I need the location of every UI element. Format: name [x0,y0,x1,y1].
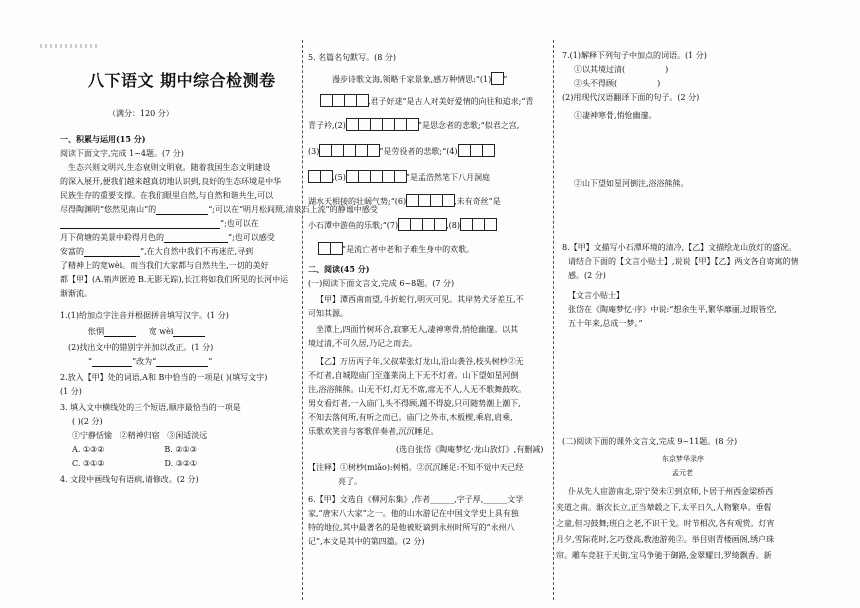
choice-d[interactable]: D. ③②① [164,459,198,468]
question-6: 特的地位,其中最著名的是他被贬谪到永州时所写的“永州八 [308,523,515,532]
poem-line: 湖水天相接的壮阔气势;“(6) ,未有奇丝”是 [308,194,501,210]
source-note: (选自张岱《陶庵梦忆·龙山放灯》,有删减) [396,445,544,454]
translate-sentence-2: ②山下望如星河倒注,浴浴熊熊。 [574,179,689,188]
jia-text: 坐潭上,四面竹树环合,寂寥无人,凄神寒骨,悄怆幽邃。以其 [316,325,519,334]
article-line: 帘。雕车竞驻于天街,宝马争驰于御路,金翠耀日,罗绮飘香。新 [556,551,772,560]
yi-text: 不知去落何所,有听之而已。庙门之外市,木板楔,乘肩,肩乘, [308,413,513,422]
answer-blank[interactable] [104,336,136,337]
question-6: 6.【甲】文选自《柳河东集》,作者______,字子厚,______文学 [308,495,524,504]
question-7: 7.(1)解释下列句子中加点的词语。(1 分) [562,51,707,60]
answer-boxes[interactable] [346,118,418,134]
jia-text: 【甲】潭西南而望,斗折蛇行,明灭可见。其岸势犬牙差互,不 [316,295,524,304]
answer-boxes[interactable] [460,218,496,234]
yi-text: 男女看灯者,一入庙门,头不得顾,踵不得旋,只可随势潮上潮下, [308,399,521,408]
passage-line: 安富的 “,在大自然中我们不再迷茫,寻到 [60,247,254,256]
passage-line: 月下荷塘的美景中聆得月色的 “;也可以感受 [60,233,275,242]
poem-line: ”是流亡者中老和子难生身中的欢歌。 [318,242,474,258]
translate-sentence-1: ①凄神寒骨,悄怆幽邃。 [574,111,657,120]
yi-text: 【乙】万历丙子年,父叔辈张灯龙山,沿山袭谷,枝头树杪②无 [316,357,524,366]
poem-line: 青子衿,(2) ”是思念者的悲歌;“似君之宫, [308,118,519,134]
question-6: 记”,本文是其中的第四篇。(2 分) [308,537,425,546]
question-4: 4. 文段中画线句有语病,请修改。(2 分) [60,475,199,484]
article-line: 夹道之南。渐次长立,正当辇毂之下,太平日久,人物繁阜。垂髫 [556,503,772,512]
answer-blank[interactable] [92,366,132,367]
poem-line: ,君子好逑”是古人对美好爱情的向往和追求;“青 [320,94,533,110]
passage-line: “;也可以在 [60,218,259,229]
article-line: 之童,但习鼓舞;班白之老,不识干戈。时节相次,各有观赏。灯宵 [556,519,775,528]
yi-text: 不灯者,自城隍庙门至蓬莱岗上下无不灯者。山下望如星河倒 [308,371,519,380]
poem-line: 漫步诗歌文海,领略千家景象,感万种情思:“(1) ” [332,72,507,88]
question-6: 家,“唐宋八大家”之一。他的山水游记在中国文学史上具有独 [308,509,519,518]
score-note: （满分：120 分） [108,109,174,118]
jia-text: 境过清,不可久居,乃记之而去。 [308,339,418,348]
passage-line: 都【甲】(A.销声匿迹 B.无影无踪),长江将如我们所见的长河中运 [60,275,289,284]
tip-heading: 【文言小贴士】 [568,291,624,300]
question-2-score: (1 分) [60,387,82,396]
q7-item: ②头不得顾( ) [574,79,661,88]
question-5: 5. 名篇名句默写。(8 分) [308,53,397,62]
passage-line: 的深入展开,便我们越来越真切地认识到,良好的生态环境是中华 [60,177,282,186]
article-line: 仆从先人宦游南北,崇宁癸未①到京师,卜居于州西金梁桥西 [568,487,774,496]
section-2-2-heading: (二)阅读下面的课外文言文,完成 9~11题。(8 分) [562,437,738,446]
question-7-2: (2)用现代汉语翻译下面的句子。(2 分) [562,93,700,102]
answer-boxes[interactable] [320,94,368,110]
yi-text: 注,浴浴熊熊。山无不灯,灯无不席,席无不人,人无不歌舞鼓吹。 [308,385,527,394]
answer-boxes[interactable] [319,144,379,160]
q7-item: ①以其境过清( ) [574,65,669,74]
passage-line: 了精神上的宽wèi。而当我们大家都与自然共生,一切的美好 [60,261,269,270]
question-8: 8.【甲】文描写小石潭环境的清冷,【乙】文描绘龙山放灯的盛况。 [562,243,797,252]
answer-boxes[interactable] [406,194,454,210]
answer-boxes[interactable] [458,144,494,160]
q3-options: ①宁静恬愉 ②精神归宿 ③闲适淡远 [72,431,208,440]
question-3: 3. 填入文中横线处的三个短语,顺序最恰当的一项是 [60,403,241,412]
poem-line: 小石潭中游鱼的乐歌;“(7) ,(8) [308,218,496,234]
tip-text: 五十年来,总成一梦。” [568,319,643,328]
passage-line: 民族生存的重要支撑。在我们眼里自然,与自然和谐共生,可以 [60,191,274,200]
answer-boxes[interactable] [308,170,332,186]
choice-a[interactable]: A. ①③② [72,445,105,454]
passage-line: 尽得陶渊明“悠然见南山”的 “;可以在“明月松间照,清泉石上流”的静谧中感受 [60,205,378,214]
answer-blank[interactable] [156,366,208,367]
question-8: 请结合下面的【文言小贴士】,说说【甲】【乙】两文各自寄寓的情 [568,257,799,266]
answer-boxes[interactable] [398,218,446,234]
annotation: 【注释】①树杪(miǎo):树梢。②沉沉睡足:不知不觉中天已经 [308,463,524,472]
q3-choices-cd [72,458,197,469]
question-8: 感。(2 分) [568,271,606,280]
page-title: 八下语文 期中综合检测卷 [88,71,276,90]
passage-line: 生态兴则文明兴,生态衰则文明衰。随着我国生态文明建设 [68,163,271,172]
poem-line: ,(5) ”是孟浩然笔下八月洞庭 [308,170,490,186]
article-line: 月夕,雪际花时,乞巧登高,教池游苑②。举目则青楼画阁,绣户珠 [556,535,775,544]
section-1-heading: 一、积累与运用(15 分) [60,134,146,144]
tip-text: 张岱在《陶庵梦忆·序》中说:“想余生平,繁华靡丽,过眼皆空, [568,305,777,314]
answer-blank[interactable] [173,336,205,337]
question-3-blank: ( )(2 分) [72,417,103,426]
section-2-heading: 二、阅读(45 分) [308,264,370,274]
q1-fix: “ ”改为“ ” [88,357,213,366]
article-title: 东京梦华录序 [662,455,704,463]
choice-b[interactable]: B. ②①③ [164,445,197,454]
choice-c[interactable]: C. ③①② [72,459,105,468]
q1-words: 怅惘 宽 wèi [88,326,205,337]
annotation: 亮了。 [338,477,362,486]
question-1: 1.(1)给加点字注音并根据拼音填写汉字。(1 分) [60,311,229,320]
column-divider [553,40,554,600]
reading-instruction: 阅读下面文字,完成 1~4题。(7 分) [60,149,184,158]
column-3 [556,0,804,608]
yi-text: 乐歌欢笑音与客歌伴奏者,沉沉睡足。 [308,427,439,436]
q3-choices-ab [72,444,197,455]
reading-intro: (一)阅读下面文言文,完成 6~8题。(7 分) [308,279,455,288]
column-2 [308,0,552,608]
article-author: 孟元老 [672,469,693,477]
question-2: 2.放入【甲】处的词语,A和 B中恰当的一项是( )(填写文字) [60,373,268,382]
answer-boxes[interactable] [318,242,342,258]
question-1-2: (2)找出文中的错别字并加以改正。(1 分) [68,343,214,352]
jia-text: 可知其源。 [308,309,348,318]
answer-boxes[interactable] [346,170,406,186]
passage-line: 渐渐流。 [60,289,92,298]
column-divider [302,40,303,600]
poem-line: (3) ”是劳役者的悲歌;“(4) [308,144,494,160]
